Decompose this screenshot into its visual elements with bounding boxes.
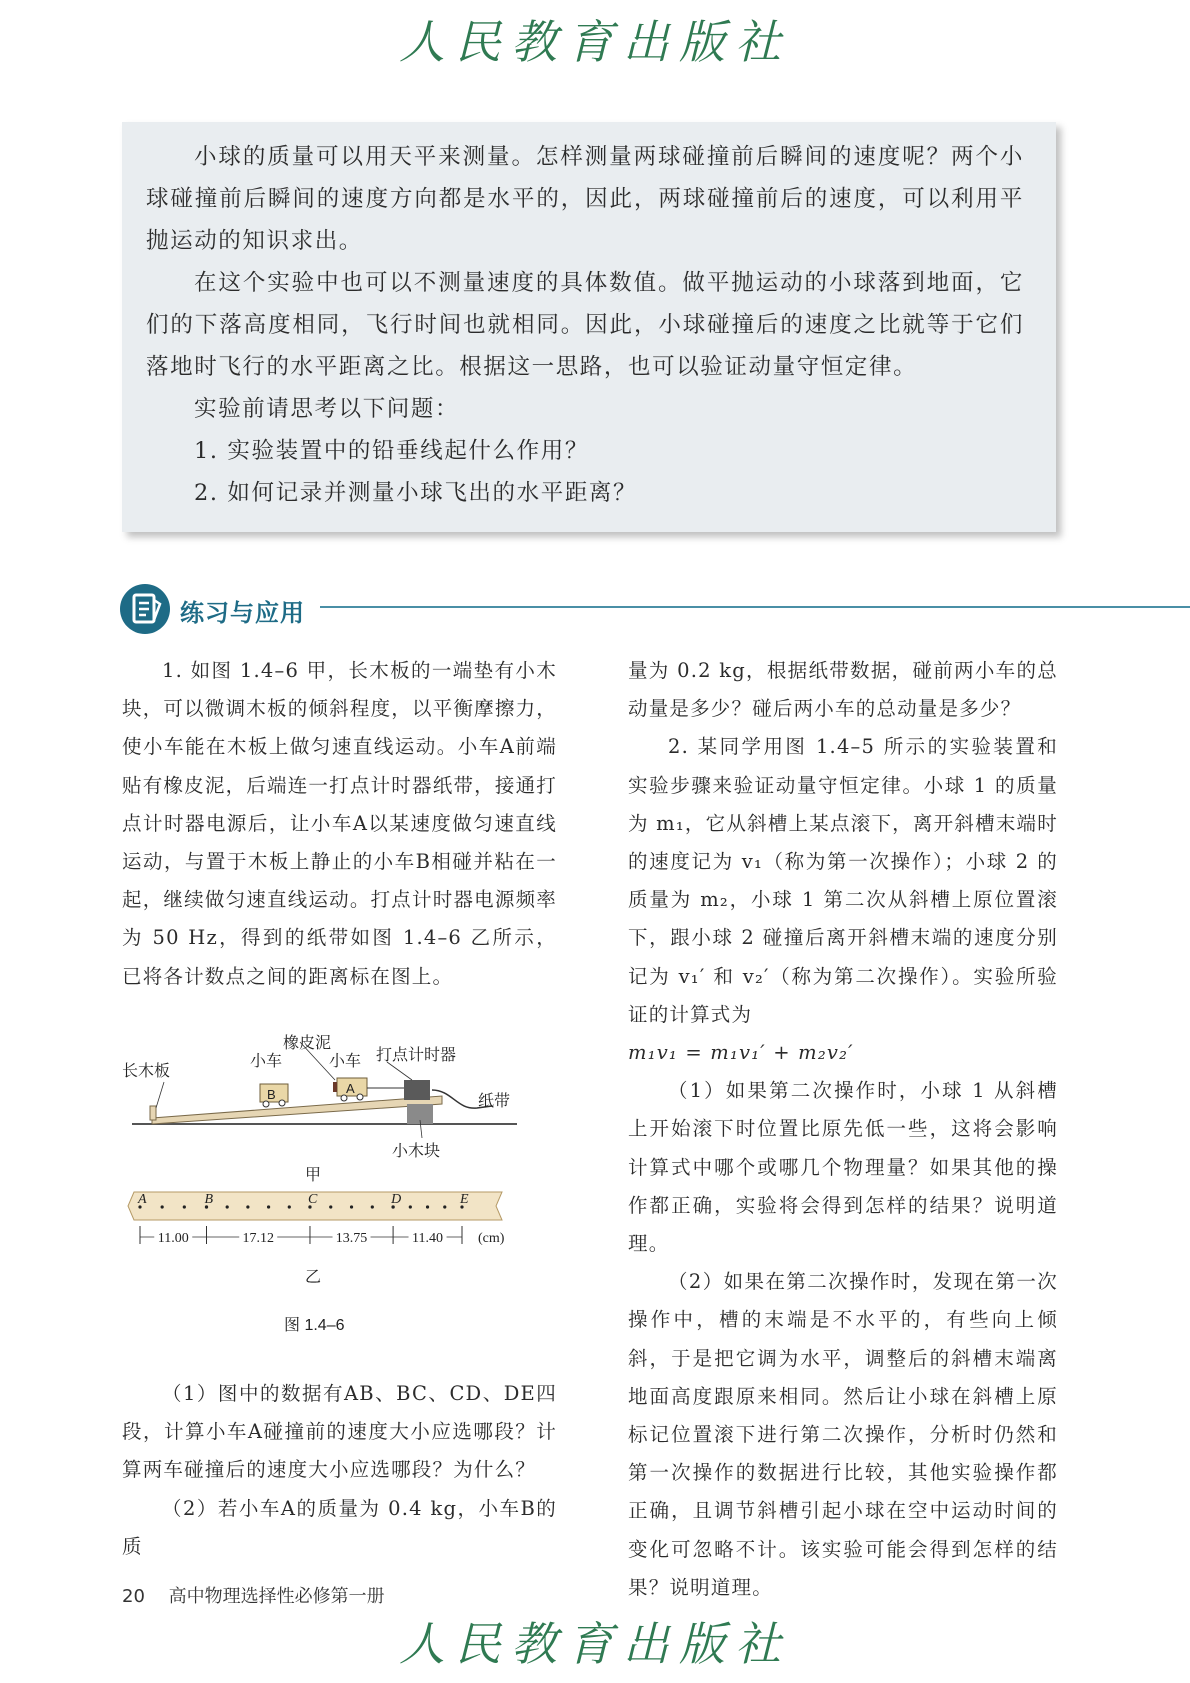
label-long-board: 长木板 — [122, 1063, 171, 1080]
tape-dot — [371, 1205, 374, 1208]
tape-dot — [161, 1205, 164, 1208]
label-cart-b: 小车 — [250, 1053, 283, 1070]
label-cart-a: 小车 — [329, 1053, 362, 1070]
experiment-info-box — [122, 122, 1056, 532]
section-header — [120, 584, 1190, 634]
exercise-1-text: 1. 如图 1.4–6 甲，长木板的一端垫有小木块，可以微调木板的倾斜程度，以平衡摩擦力，使小车能在木板上做匀速直线运动。小车A前端贴有橡皮泥，后端连一打点计时器纸带，接通打点计时器电源后，让小车A以某速度做匀速直线运动，与置于木板上静止的小车B相碰并粘在一起，继续做匀速直线运动。打点计时器电源频率为 50 Hz，得到的纸带如图 1.4–6 乙所示，已将各计数点之间的距离标在图上。 — [122, 659, 557, 988]
exercise-1-part-2: （2）若小车A的质量为 0.4 kg，小车B的质 — [122, 1496, 557, 1558]
publisher-watermark-top: 人民教育出版社 — [399, 15, 791, 69]
tape-distance-labels — [140, 1226, 462, 1246]
section-divider — [320, 606, 1190, 608]
exercise-2-part-1: （1）如果第二次操作时，小球 1 从斜槽上开始滚下时位置比原先低一些，这将会影响计算式中哪个或哪几个物理量？如果其他的操作都正确，实验将会得到怎样的结果？说明道理。 — [628, 1079, 1058, 1256]
momentum-formula: m₁v₁ = m₁v₁′ + m₂v₂′ — [628, 1041, 854, 1065]
cart-a-letter: A — [346, 1081, 355, 1096]
info-paragraph-3: 实验前请思考以下问题： — [194, 396, 460, 422]
right-column — [628, 652, 1058, 1607]
putty-shape — [333, 1082, 337, 1092]
tape-distance-0: 11.00 — [157, 1231, 189, 1246]
tape-distance-1: 17.12 — [242, 1231, 274, 1246]
tape-dot — [288, 1205, 291, 1208]
left-column-continued — [122, 1375, 557, 1566]
tape-point-A: A — [138, 1192, 147, 1207]
tape-unit-label: (cm) — [478, 1231, 505, 1246]
tape-dot — [226, 1205, 229, 1208]
exercise-2-text: 2. 某同学用图 1.4–5 所示的实验装置和实验步骤来验证动量守恒定律。小球 1 的质量为 m₁，它从斜槽上某点滚下，离开斜槽末端时的速度记为 v₁（称为第一次操作）；小球 2 的质量为 m₂，小球 1 第二次从斜槽上原位置滚下，跟小球 2 碰撞后离开斜槽末端的速度分别记为 v₁′ 和 v₂′（称为第二次操作）。实验所验证的计算式为 — [628, 735, 1058, 1026]
tape-point-E: E — [460, 1192, 469, 1207]
subfig-label-b: 乙 — [305, 1269, 322, 1286]
info-paragraph-1: 小球的质量可以用天平来测量。怎样测量两球碰撞前后瞬间的速度呢？两个小球碰撞前后瞬间的速度方向都是水平的，因此，两球碰撞前后的速度，可以利用平抛运动的知识求出。 — [146, 144, 1024, 254]
figure-caption: 图 1.4–6 — [284, 1317, 345, 1334]
section-title: 练习与应用 — [180, 599, 305, 627]
tape-dot — [409, 1205, 412, 1208]
tape-dot — [426, 1205, 429, 1208]
info-question-2: 2. 如何记录并测量小球飞出的水平距离？ — [194, 480, 638, 506]
tape-point-D: D — [391, 1192, 402, 1207]
publisher-watermark-bottom: 人民教育出版社 — [399, 1617, 791, 1671]
cart-b-letter: B — [267, 1087, 276, 1102]
page-number: 20 — [122, 1586, 145, 1607]
subfig-label-a: 甲 — [305, 1167, 322, 1184]
page-footer — [122, 1582, 385, 1608]
tape-dot — [329, 1205, 332, 1208]
exercise-1-continued: 量为 0.2 kg，根据纸带数据，碰前两小车的总动量是多少？碰后两小车的总动量是多少？ — [628, 659, 1058, 721]
exercise-1-part-1: （1）图中的数据有AB、BC、CD、DE四段，计算小车A碰撞前的速度大小应选哪段？计算两车碰撞后的速度大小应选哪段？为什么？ — [122, 1382, 557, 1482]
tape-distance-3: 11.40 — [412, 1231, 444, 1246]
exercise-book-icon — [120, 584, 170, 634]
figure-diagram — [122, 1020, 557, 1350]
info-question-1: 1. 实验装置中的铅垂线起什么作用？ — [194, 438, 589, 464]
tape-point-C: C — [307, 1192, 318, 1207]
label-timer: 打点计时器 — [376, 1047, 457, 1064]
label-tape: 纸带 — [478, 1093, 511, 1110]
timer-shape — [404, 1080, 430, 1100]
tape-dot — [246, 1205, 249, 1208]
tape-dot — [443, 1205, 446, 1208]
tape-dot — [350, 1205, 353, 1208]
exercise-2-part-2: （2）如果在第二次操作时，发现在第一次操作中，槽的末端是不水平的，有些向上倾斜，于是把它调为水平，调整后的斜槽末端离地面高度跟原来相同。然后让小球在斜槽上原标记位置滚下进行第二次操作，分析时仍然和第一次操作的数据进行比较，其他实验操作都正确，且调节斜槽引起小球在空中运动时间的变化可忽略不计。该实验可能会得到怎样的结果？说明道理。 — [628, 1270, 1058, 1599]
tape-distance-2: 13.75 — [335, 1231, 368, 1246]
label-small-block: 小木块 — [392, 1143, 441, 1160]
left-column — [122, 652, 557, 996]
book-title: 高中物理选择性必修第一册 — [168, 1586, 385, 1607]
info-paragraph-2: 在这个实验中也可以不测量速度的具体数值。做平抛运动的小球落到地面，它们的下落高度相同，飞行时间也就相同。因此，小球碰撞后的速度之比就等于它们落地时飞行的水平距离之比。根据这一思路，也可以验证动量守恒定律。 — [146, 270, 1024, 380]
tape-point-B: B — [204, 1192, 214, 1207]
tape-dot — [267, 1205, 270, 1208]
label-putty: 橡皮泥 — [283, 1035, 332, 1052]
figure-1-4-6 — [122, 1020, 557, 1350]
tape-dot — [183, 1205, 186, 1208]
